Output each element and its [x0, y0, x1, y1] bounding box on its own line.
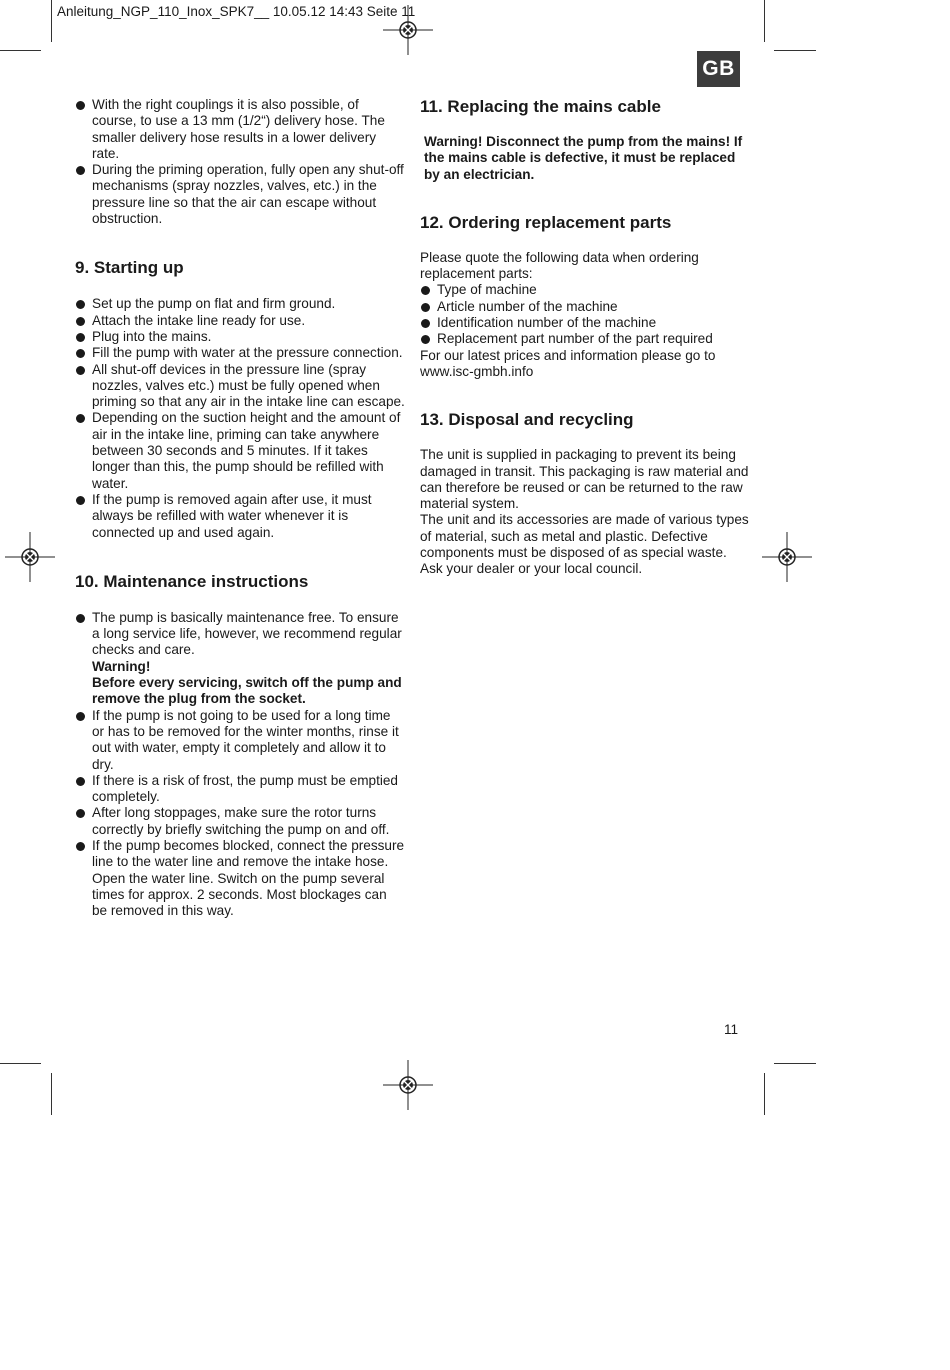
- list-item: Set up the pump on flat and firm ground.: [75, 296, 405, 312]
- crop-mark-bottom-right-horizontal: [774, 1063, 816, 1064]
- list-item: Type of machine: [420, 282, 750, 298]
- crop-mark-top-right-vertical: [764, 0, 765, 42]
- language-badge: GB: [697, 51, 740, 87]
- section-9-bullet-list: [75, 296, 405, 540]
- left-column: [75, 97, 405, 919]
- section-11-heading: 11. Replacing the mains cable: [420, 97, 661, 116]
- section-13-paragraph-1: The unit is supplied in packaging to prevent its being damaged in transit. This packaging is raw material and can therefore be reused or can be returned to the raw material system.: [420, 447, 749, 512]
- warning-title: Warning!: [92, 658, 151, 674]
- list-item: [75, 610, 405, 708]
- crop-mark-bottom-left-horizontal: [0, 1063, 41, 1064]
- list-item: After long stoppages, make sure the rotor turns correctly by briefly switching the pump on and off.: [75, 805, 405, 838]
- section-10-heading: 10. Maintenance instructions: [75, 571, 309, 591]
- crop-mark-bottom-right-vertical: [764, 1073, 765, 1115]
- list-item: Replacement part number of the part required: [420, 331, 750, 347]
- crop-mark-top-left-vertical: [51, 0, 52, 42]
- section-13-heading: 13. Disposal and recycling: [420, 410, 634, 430]
- list-item: Article number of the machine: [420, 299, 750, 315]
- section-12-bullet-list: [420, 282, 750, 347]
- registration-mark-left-icon: [5, 532, 55, 582]
- list-item: All shut-off devices in the pressure line (spray nozzles, valves etc.) must be fully opened when priming so that any air in the intake line can escape.: [75, 362, 405, 411]
- intro-bullet-list: [75, 97, 405, 227]
- list-item: If the pump is not going to be used for a long time or has to be removed for the winter months, rinse it out with water, empty it completely and allow it to dry.: [75, 708, 405, 773]
- right-column: [420, 97, 750, 578]
- crop-mark-bottom-left-vertical: [51, 1073, 52, 1115]
- maintenance-intro-text: The pump is basically maintenance free. To ensure a long service life, however, we recommend regular checks and care.: [92, 609, 402, 658]
- print-header: Anleitung_NGP_110_Inox_SPK7__ 10.05.12 14:43 Seite 11: [57, 4, 416, 19]
- registration-mark-top-icon: [383, 5, 433, 55]
- list-item: With the right couplings it is also possible, of course, to use a 13 mm (1/2“) delivery hose. The smaller delivery hose results in a lower delivery rate.: [75, 97, 405, 162]
- page-number: 11: [724, 1022, 739, 1037]
- list-item: During the priming operation, fully open any shut-off mechanisms (spray nozzles, valves, etc.) in the pressure line so that the air can escape without obstruction.: [75, 162, 405, 227]
- section-12-outro: For our latest prices and information please go to www.isc-gmbh.info: [420, 347, 716, 379]
- list-item: If the pump becomes blocked, connect the pressure line to the water line and remove the intake hose. Open the water line. Switch on the pump several times for approx. 2 seconds. Most blockages can be removed in this way.: [75, 838, 405, 919]
- section-12-heading: 12. Ordering replacement parts: [420, 212, 672, 232]
- crop-mark-top-right-horizontal: [774, 50, 816, 51]
- list-item: Identification number of the machine: [420, 315, 750, 331]
- list-item: Attach the intake line ready for use.: [75, 313, 405, 329]
- list-item: If the pump is removed again after use, it must always be refilled with water whenever it is connected up and used again.: [75, 492, 405, 541]
- registration-mark-right-icon: [762, 532, 812, 582]
- list-item: Plug into the mains.: [75, 329, 405, 345]
- crop-mark-top-left-horizontal: [0, 50, 41, 51]
- list-item: If there is a risk of frost, the pump must be emptied completely.: [75, 773, 405, 806]
- registration-mark-bottom-icon: [383, 1060, 433, 1110]
- list-item: Depending on the suction height and the amount of air in the intake line, priming can take anywhere between 30 seconds and 5 minutes. If it takes longer than this, the pump should be refilled with water.: [75, 410, 405, 491]
- section-13-paragraph-2: The unit and its accessories are made of various types of material, such as metal and plastic. Defective components must be disposed of as special waste. Ask your dealer or your local council.: [420, 512, 749, 577]
- section-12-intro: Please quote the following data when ordering replacement parts:: [420, 249, 699, 282]
- section-10-bullet-list: [75, 610, 405, 920]
- section-11-warning: Warning! Disconnect the pump from the mains! If the mains cable is defective, it must be replaced by an electrician.: [424, 134, 743, 182]
- warning-text: Before every servicing, switch off the pump and remove the plug from the socket.: [92, 675, 402, 707]
- section-9-heading: 9. Starting up: [75, 258, 184, 278]
- list-item: Fill the pump with water at the pressure connection.: [75, 345, 405, 361]
